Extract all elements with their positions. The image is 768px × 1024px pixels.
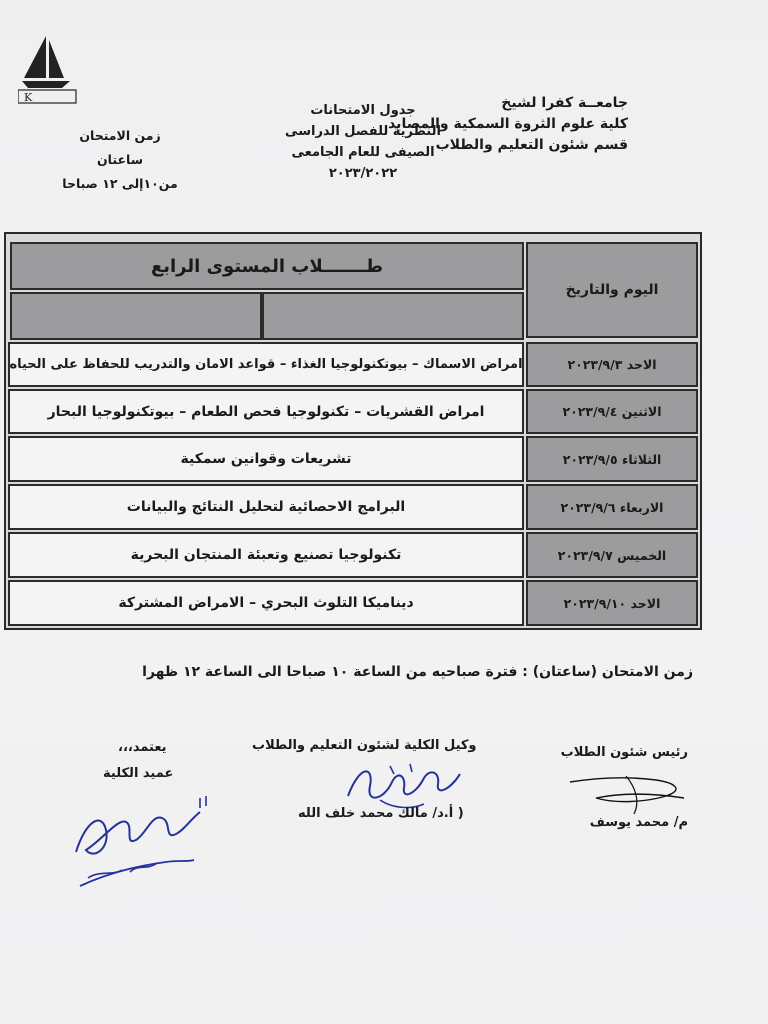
dean-signature bbox=[66, 790, 216, 896]
academic-year: ٢٠٢٣/٢٠٢٢ bbox=[328, 166, 398, 181]
schedule-title-line3: الصيفى للعام الجامعى bbox=[291, 145, 435, 160]
row-date: الاثنين ٢٠٢٣/٩/٤ bbox=[526, 389, 698, 434]
vice-dean-title: وكيل الكلية لشئون التعليم والطلاب bbox=[252, 738, 477, 753]
exam-duration: ساعتان bbox=[97, 152, 143, 167]
row-subject: تشريعات وقوانين سمكية bbox=[8, 436, 524, 482]
exam-time-note: زمن الامتحان (ساعتان) : فترة صباحيه من الساعة ١٠ صباحا الى الساعة ١٢ ظهرا bbox=[142, 664, 693, 680]
row-date: الاحد ٢٠٢٣/٩/١٠ bbox=[526, 580, 698, 626]
approved-label: يعتمد،،، bbox=[118, 740, 167, 755]
row-date: الثلاثاء ٢٠٢٣/٩/٥ bbox=[526, 436, 698, 482]
day-date-header: اليوم والتاريخ bbox=[565, 282, 659, 298]
exam-hours: من١٠إلى ١٢ صباحا bbox=[62, 176, 178, 191]
student-affairs-name: م/ محمد يوسف bbox=[589, 815, 688, 830]
svg-text:K: K bbox=[24, 91, 33, 104]
dean-title: عميد الكلية bbox=[103, 766, 174, 781]
day-date-header-cell bbox=[526, 242, 698, 338]
student-affairs-title: رئيس شئون الطلاب bbox=[560, 745, 688, 760]
row-date: الاحد ٢٠٢٣/٩/٣ bbox=[526, 342, 698, 387]
row-subject: تكنولوجيا تصنيع وتعبئة المنتجان البحرية bbox=[8, 532, 524, 578]
faculty-name: كلية علوم الثروة السمكية والمصايد bbox=[388, 116, 628, 132]
blank-header-cell-left bbox=[10, 292, 262, 340]
schedule-title-line1: جدول الامتحانات bbox=[310, 103, 416, 118]
exam-time-block bbox=[40, 124, 200, 196]
level-header-cell bbox=[10, 242, 524, 290]
university-logo bbox=[18, 32, 78, 104]
level-header: طـــــــلاب المستوى الرابع bbox=[150, 255, 384, 277]
row-date: الخميس ٢٠٢٣/٩/٧ bbox=[526, 532, 698, 578]
student-affairs-signature bbox=[566, 768, 690, 818]
department-name: قسم شئون التعليم والطلاب bbox=[435, 137, 628, 153]
row-subject: البرامج الاحصائية لتحليل النتائج والبيانات bbox=[8, 484, 524, 530]
row-subject: ديناميكا التلوث البحري – الامراض المشتركة bbox=[8, 580, 524, 626]
schedule-title-line2: النظرية للفصل الدراسى bbox=[285, 124, 441, 139]
blank-header-cell-right bbox=[262, 292, 524, 340]
row-subject: امراض الاسماك – بيوتكنولوجيا الغذاء – قواعد الامان والتدريب للحفاظ على الحياه bbox=[8, 342, 524, 387]
exam-schedule-table bbox=[4, 232, 702, 630]
row-date: الاربعاء ٢٠٢٣/٩/٦ bbox=[526, 484, 698, 530]
row-subject: امراض القشريات – تكنولوجيا فحص الطعام – بيوتكنولوجيا البحار bbox=[8, 389, 524, 434]
university-name: جامعــة كفرا لشيخ bbox=[501, 95, 628, 111]
vice-dean-name: ( أ.د/ مالك محمد خلف الله bbox=[298, 806, 464, 821]
schedule-title bbox=[268, 100, 458, 184]
exam-time-label: زمن الامتحان bbox=[79, 128, 161, 143]
